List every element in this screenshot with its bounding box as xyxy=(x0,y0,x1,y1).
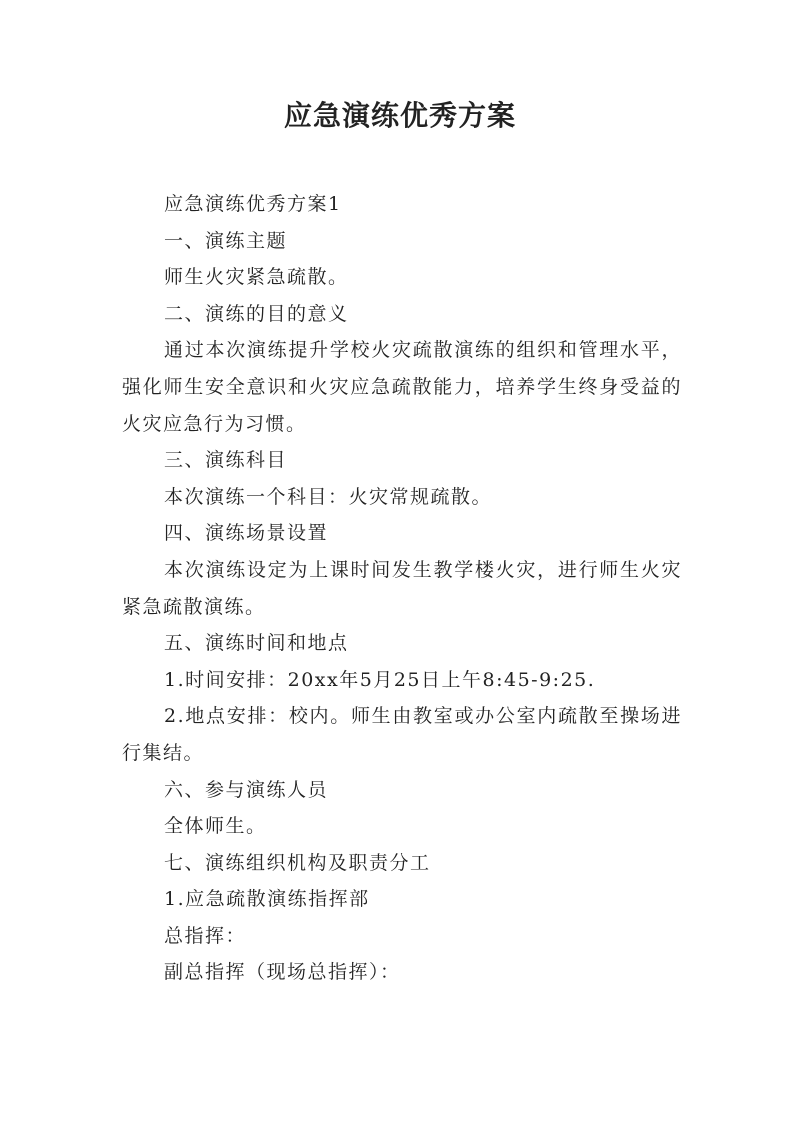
paragraph-time: 1.时间安排：20xx年5月25日上午8:45-9:25. xyxy=(164,668,596,691)
paragraph-section-6-heading: 六、参与演练人员 xyxy=(164,778,329,801)
paragraph-section-5-heading: 五、演练时间和地点 xyxy=(164,632,349,655)
document-title: 应急演练优秀方案 xyxy=(283,99,516,132)
paragraph-theme: 师生火灾紧急疏散。 xyxy=(164,266,349,289)
paragraph-location: 2.地点安排：校内。师生由教室或办公室内疏散至操场进行集结。 xyxy=(122,705,682,764)
paragraph-plan-heading: 应急演练优秀方案1 xyxy=(164,193,342,215)
paragraph-command-center: 1.应急疏散演练指挥部 xyxy=(164,888,370,911)
paragraph-participants: 全体师生。 xyxy=(164,815,267,838)
paragraph-section-4-heading: 四、演练场景设置 xyxy=(164,522,329,545)
paragraph-section-3-heading: 三、演练科目 xyxy=(164,449,288,472)
document-body xyxy=(122,186,682,991)
paragraph-subject: 本次演练一个科目：火灾常规疏散。 xyxy=(164,485,493,508)
paragraph-purpose: 通过本次演练提升学校火灾疏散演练的组织和管理水平，强化师生安全意识和火灾应急疏散能力，培养学生终身受益的火灾应急行为习惯。 xyxy=(122,339,682,435)
paragraph-scenario: 本次演练设定为上课时间发生教学楼火灾，进行师生火灾紧急疏散演练。 xyxy=(122,558,682,618)
paragraph-deputy-commander: 副总指挥（现场总指挥）： xyxy=(164,961,401,984)
paragraph-section-2-heading: 二、演练的目的意义 xyxy=(164,302,349,325)
paragraph-chief-commander: 总指挥： xyxy=(164,924,247,947)
paragraph-section-7-heading: 七、演练组织机构及职责分工 xyxy=(164,851,431,874)
paragraph-section-1-heading: 一、演练主题 xyxy=(164,229,288,252)
